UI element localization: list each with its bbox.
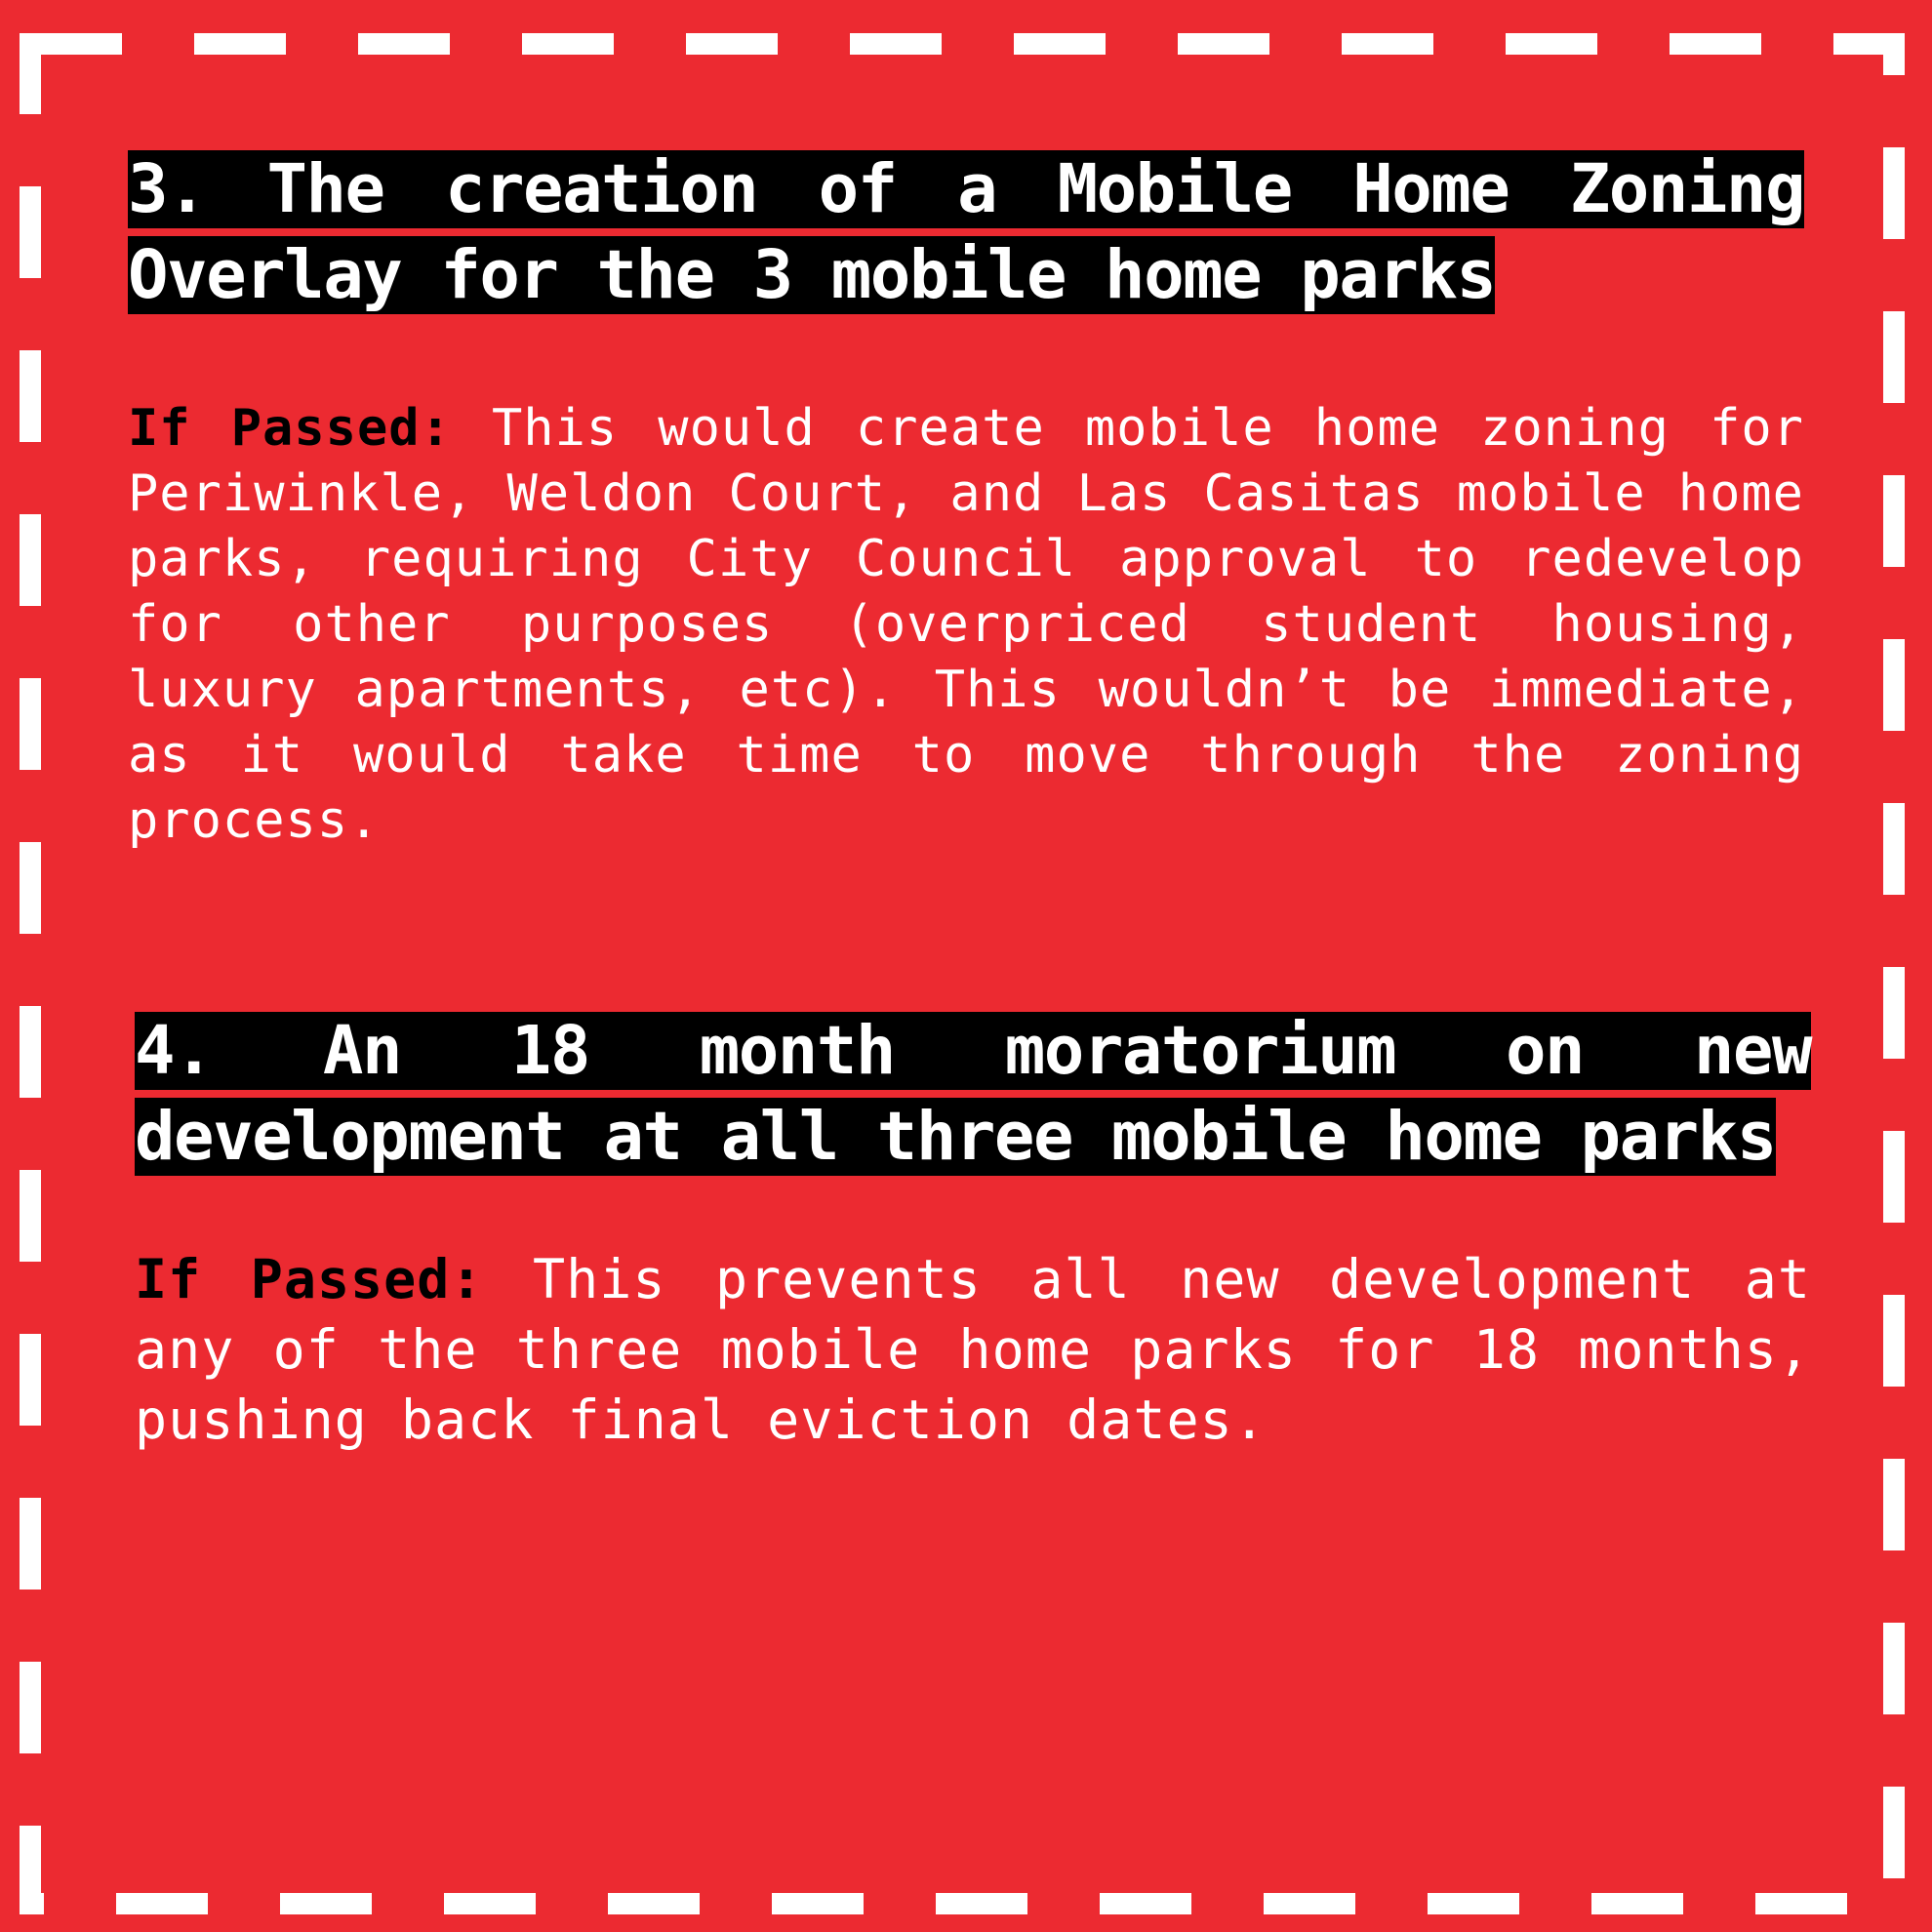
item-3-description (128, 396, 1804, 854)
item-3 (128, 146, 1804, 854)
item-4-heading (135, 1008, 1811, 1180)
item-3-heading-text: 3. The creation of a Mobile Home Zoning Overlay for the 3 mobile home parks (128, 150, 1804, 314)
if-passed-label: If Passed: (135, 1248, 484, 1310)
item-4-heading-text: 4. An 18 month moratorium on new development at all three mobile home parks (135, 1012, 1811, 1176)
item-3-description-text: This would create mobile home zoning for Periwinkle, Weldon Court, and Las Casitas mobile home parks, requiring City Council approval to redevelop for other purposes (overpriced student housing, luxury apartments, etc). This wouldn’t be immediate, as it would take time to move through the zoning process. (128, 399, 1804, 850)
item-4-description-text: This prevents all new development at any of the three mobile home parks for 18 months, pushing back final eviction dates. (135, 1248, 1811, 1451)
item-3-heading (128, 146, 1804, 318)
item-4 (135, 1008, 1811, 1455)
item-4-description (135, 1244, 1811, 1455)
if-passed-label: If Passed: (128, 399, 452, 458)
